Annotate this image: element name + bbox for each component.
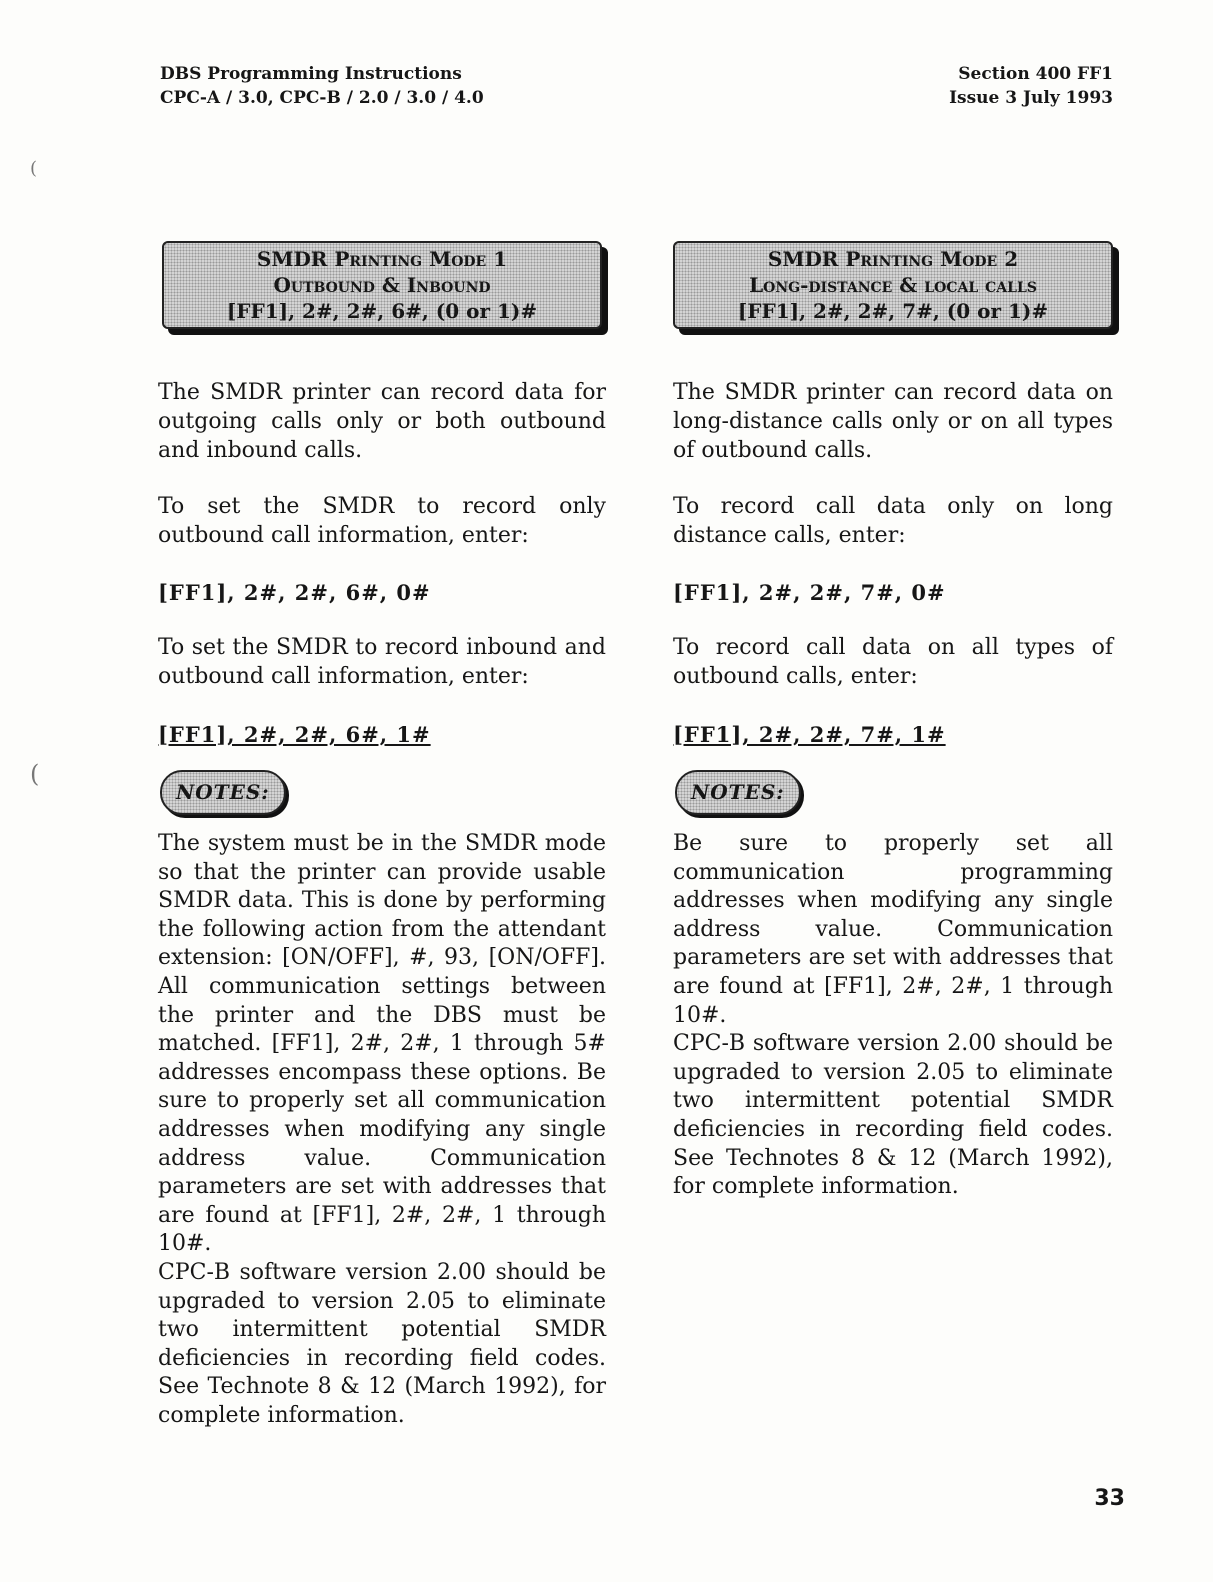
mode1-note-2: CPC-B software version 2.00 should be upgraded to version 2.05 to eliminate two intermittent potential SMDR deficiencies in recording field codes. See Technote 8 & 12 (March 1992), for complete information. [158,1259,606,1428]
mode2-subtitle: Long-distance & local calls [749,273,1037,297]
mode1-subtitle: Outbound & Inbound [273,273,491,297]
mode1-title-box [162,241,602,329]
mode1-outbound-instruction: To set the SMDR to record only outbound call information, enter: [158,494,606,548]
mode2-all-command: [FF1], 2#, 2#, 7#, 1# [673,722,946,747]
mode2-title-box [673,241,1113,329]
header-right [949,62,1113,110]
scan-mark: ( [30,158,38,179]
mode2-intro: The SMDR printer can record data on long-distance calls only or on all types of outbound calls. [673,380,1113,463]
mode1-notes-badge: NOTES: [160,770,286,815]
mode1-title: SMDR Printing Mode 1 [256,247,508,271]
mode1-inbound-command: [FF1], 2#, 2#, 6#, 1# [158,722,431,747]
section-label: Section 400 FF1 [958,64,1113,84]
page-number: 33 [1094,1486,1125,1511]
mode1-notes-text [158,830,606,1430]
mode2-notes-badge: NOTES: [675,770,801,815]
scan-mark: ( [30,760,40,788]
mode2-address: [FF1], 2#, 2#, 7#, (0 or 1)# [737,299,1049,323]
mode1-inbound-instruction: To set the SMDR to record inbound and outbound call information, enter: [158,635,606,689]
header-left [160,62,484,110]
mode2-all-instruction: To record call data on all types of outbound calls, enter: [673,635,1113,689]
manual-title: DBS Programming Instructions [160,64,462,84]
mode2-notes-text [673,830,1113,1202]
mode1-intro: The SMDR printer can record data for outgoing calls only or both outbound and inbound calls. [158,380,606,463]
issue-date: Issue 3 July 1993 [949,88,1113,108]
mode1-address: [FF1], 2#, 2#, 6#, (0 or 1)# [226,299,538,323]
mode2-note-2: CPC-B software version 2.00 should be upgraded to version 2.05 to eliminate two intermittent potential SMDR deficiencies in recording field codes. See Technotes 8 & 12 (March 1992), for complete information. [673,1031,1113,1200]
mode2-longdistance-command: [FF1], 2#, 2#, 7#, 0# [673,580,946,605]
software-versions: CPC-A / 3.0, CPC-B / 2.0 / 3.0 / 4.0 [160,88,484,108]
mode1-outbound-command: [FF1], 2#, 2#, 6#, 0# [158,580,431,605]
mode2-longdistance-instruction: To record call data only on long distance calls, enter: [673,494,1113,548]
mode2-title: SMDR Printing Mode 2 [767,247,1019,271]
mode2-note-1: Be sure to properly set all communication programming addresses when modifying any single address value. Communication parameters are set with addresses that are found at [FF1], 2#, 2#, 1 through 10#. [673,831,1113,1028]
mode1-note-1: The system must be in the SMDR mode so that the printer can provide usable SMDR data. This is done by performing the following action from the attendant extension: [ON/OFF], #, 93, [ON/OFF]. All communication settings between the printer and the DBS must be matched. [FF1], 2#, 2#, 1 through 5# addresses encompass these options. Be sure to properly set all communication addresses when modifying any single address value. Communication parameters are set with addresses that are found at [FF1], 2#, 2#, 1 through 10#. [158,831,606,1257]
